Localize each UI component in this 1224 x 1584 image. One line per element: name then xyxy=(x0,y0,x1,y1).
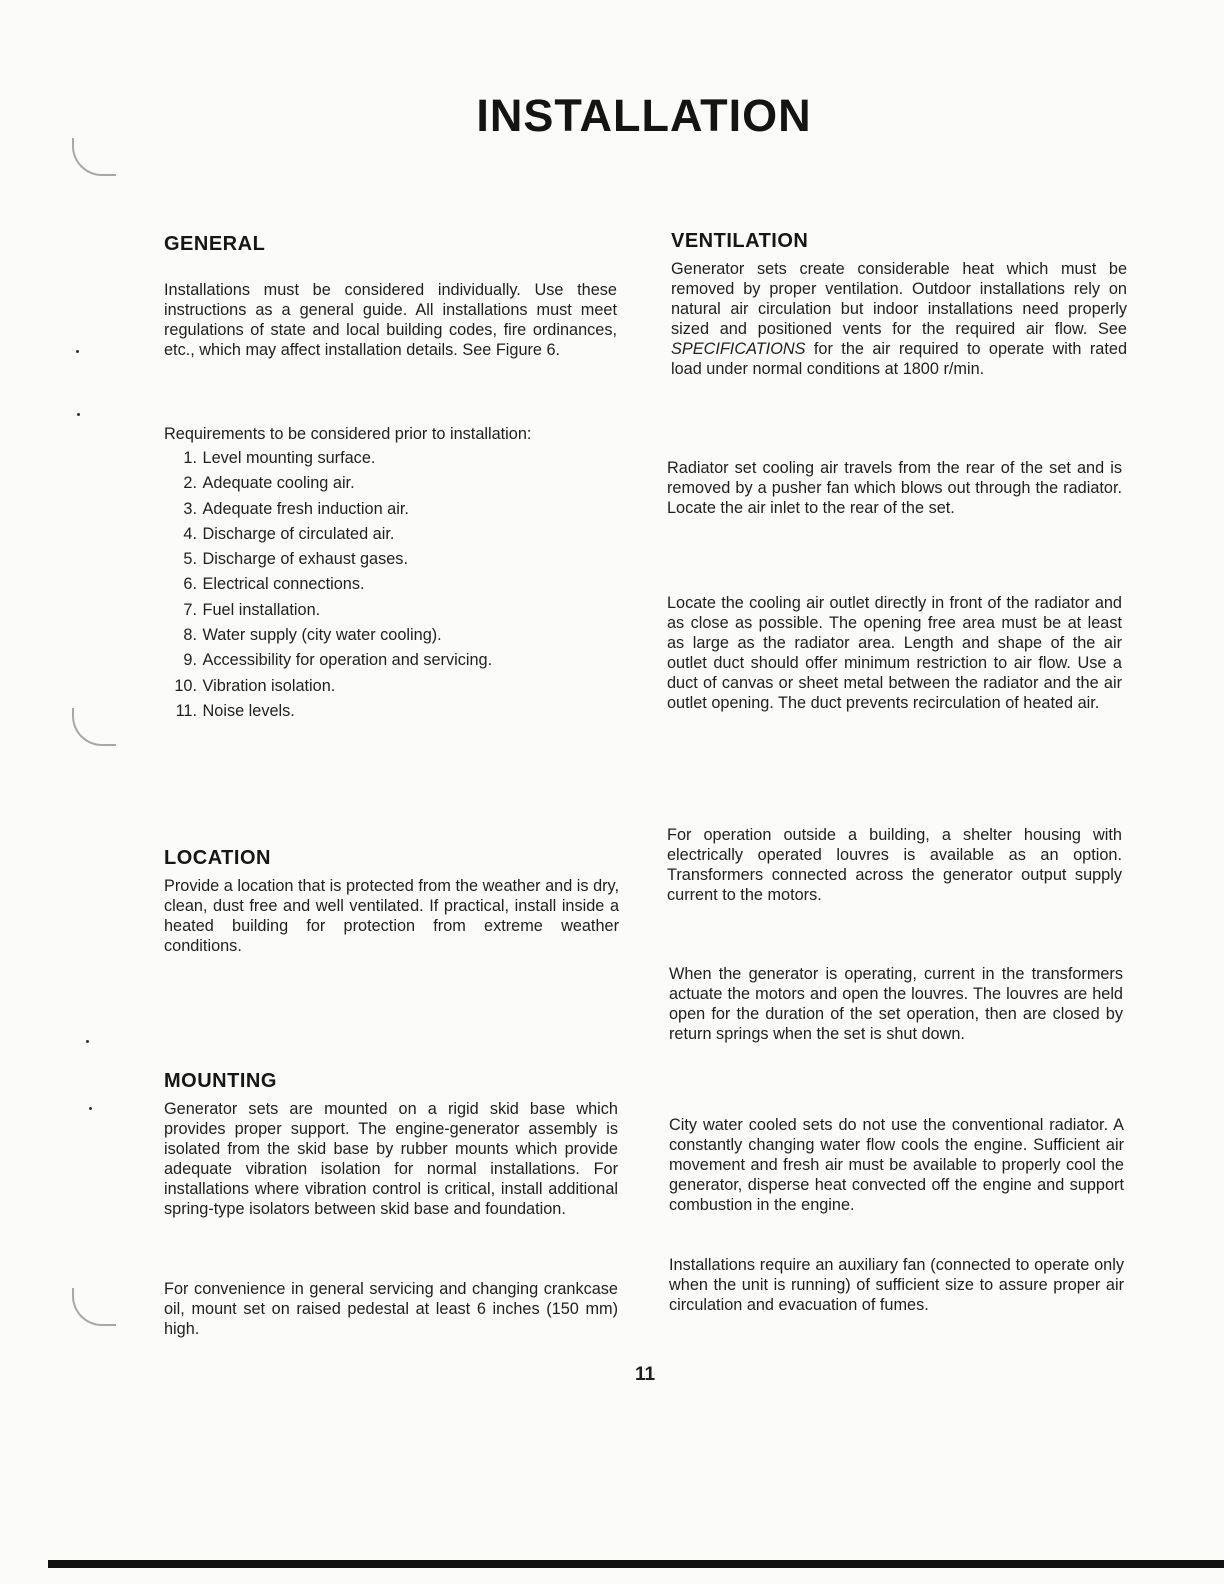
list-item xyxy=(164,625,492,650)
list-item-text: Discharge of exhaust gases. xyxy=(202,550,408,569)
location-heading: LOCATION xyxy=(164,847,271,869)
general-paragraph: Installations must be considered individually. Use these instructions as a general guide. All installations must meet regulations of state and local building codes, fire ordinances, etc., which may affect installation details. See Figure 6. xyxy=(164,281,617,359)
mounting-paragraph-1: Generator sets are mounted on a rigid skid base which provides proper support. The engine-generator assembly is isolated from the skid base by rubber mounts which provide adequate vibration isolation for normal installations. For installations where vibration control is critical, install additional spring-type isolators between skid base and foundation. xyxy=(164,1100,618,1218)
list-item xyxy=(164,676,492,701)
ventilation-paragraph-4: For operation outside a building, a shelter housing with electrically operated louvres is available as an option. Transformers connected across the generator output supply current to the motors. xyxy=(667,826,1122,904)
ventilation-paragraph-2: Radiator set cooling air travels from the rear of the set and is removed by a pusher fan which blows out through the radiator. Locate the air inlet to the rear of the set. xyxy=(667,459,1122,517)
scan-speck xyxy=(77,413,80,416)
ventilation-paragraph-5: When the generator is operating, current in the transformers actuate the motors and open the louvres. The louvres are held open for the duration of the set operation, then are closed by return springs when the set is shut down. xyxy=(669,965,1123,1043)
list-item-number: 1. xyxy=(183,449,197,467)
location-paragraph: Provide a location that is protected from the weather and is dry, clean, dust free and well ventilated. If practical, install inside a heated building for protection from extreme weather conditions. xyxy=(164,877,619,955)
page-title: INSTALLATION xyxy=(476,90,812,141)
scan-speck xyxy=(86,1040,89,1043)
list-item xyxy=(164,600,492,625)
page-number: 11 xyxy=(634,1364,656,1385)
list-item-text: Noise levels. xyxy=(202,701,295,720)
ventilation-paragraph-6: City water cooled sets do not use the conventional radiator. A constantly changing water flow cools the engine. Sufficient air movement and fresh air must be available to properly cool the generator, disperse heat convected off the engine and support combustion in the engine. xyxy=(669,1116,1124,1214)
ventilation-paragraph-1-text-end: for the air required to operate with rated load under normal conditions at 1800 r/min. xyxy=(671,340,1127,378)
list-item-text: Adequate cooling air. xyxy=(202,474,355,493)
scan-speck xyxy=(76,350,79,353)
binder-hole-mark-top xyxy=(72,138,116,176)
ventilation-paragraph-1-text: Generator sets create considerable heat which must be removed by proper ventilation. Outdoor installations rely on natural air circulation but indoor installations need properly sized and positioned vents for the required air flow. See xyxy=(671,260,1127,338)
list-item-text: Electrical connections. xyxy=(202,575,365,594)
list-item xyxy=(164,448,492,473)
scan-speck xyxy=(89,1107,92,1110)
list-item-text: Vibration isolation. xyxy=(202,676,336,695)
list-item-number: 3. xyxy=(183,499,197,518)
specifications-reference: SPECIFICATIONS xyxy=(671,340,806,358)
list-item-number: 4. xyxy=(183,524,197,543)
list-item-number: 7. xyxy=(183,600,197,619)
ventilation-paragraph-1 xyxy=(671,259,1127,379)
binder-hole-mark-bottom xyxy=(72,1288,116,1326)
list-item-number: 2. xyxy=(183,474,197,493)
list-item xyxy=(164,499,492,524)
list-item-text: Fuel installation. xyxy=(202,600,321,619)
general-heading: GENERAL xyxy=(164,233,266,255)
list-item-number: 5. xyxy=(183,550,197,569)
list-item xyxy=(164,549,492,574)
list-item-number: 11. xyxy=(175,701,197,720)
list-item-number: 9. xyxy=(183,651,197,670)
list-item-number: 8. xyxy=(183,626,197,645)
list-item-text: Water supply (city water cooling). xyxy=(202,626,442,645)
mounting-heading: MOUNTING xyxy=(164,1070,277,1092)
list-item xyxy=(164,574,492,599)
requirements-intro: Requirements to be considered prior to installation: xyxy=(164,425,532,443)
ventilation-heading: VENTILATION xyxy=(671,230,809,252)
mounting-paragraph-2: For convenience in general servicing and changing crankcase oil, mount set on raised pedestal at least 6 inches (150 mm) high. xyxy=(164,1280,618,1338)
list-item-text: Level mounting surface. xyxy=(202,449,376,467)
requirements-list xyxy=(164,448,492,726)
ventilation-paragraph-7: Installations require an auxiliary fan (connected to operate only when the unit is running) of sufficient size to assure proper air circulation and evacuation of fumes. xyxy=(669,1256,1124,1314)
list-item-text: Accessibility for operation and servicing. xyxy=(202,651,493,670)
list-item-number: 10. xyxy=(174,676,197,695)
list-item-number: 6. xyxy=(183,575,197,594)
list-item xyxy=(164,650,492,675)
list-item-text: Discharge of circulated air. xyxy=(202,524,395,543)
bottom-rule xyxy=(48,1560,1224,1568)
list-item-text: Adequate fresh induction air. xyxy=(202,499,409,518)
ventilation-paragraph-3: Locate the cooling air outlet directly in front of the radiator and as close as possible. The opening free area must be at least as large as the radiator area. Length and shape of the air outlet duct should offer minimum restriction to air flow. Use a duct of canvas or sheet metal between the radiator and the air outlet opening. The duct prevents recirculation of heated air. xyxy=(667,594,1122,712)
list-item xyxy=(164,701,492,726)
list-item xyxy=(164,473,492,498)
list-item xyxy=(164,524,492,549)
binder-hole-mark-middle xyxy=(72,708,116,746)
